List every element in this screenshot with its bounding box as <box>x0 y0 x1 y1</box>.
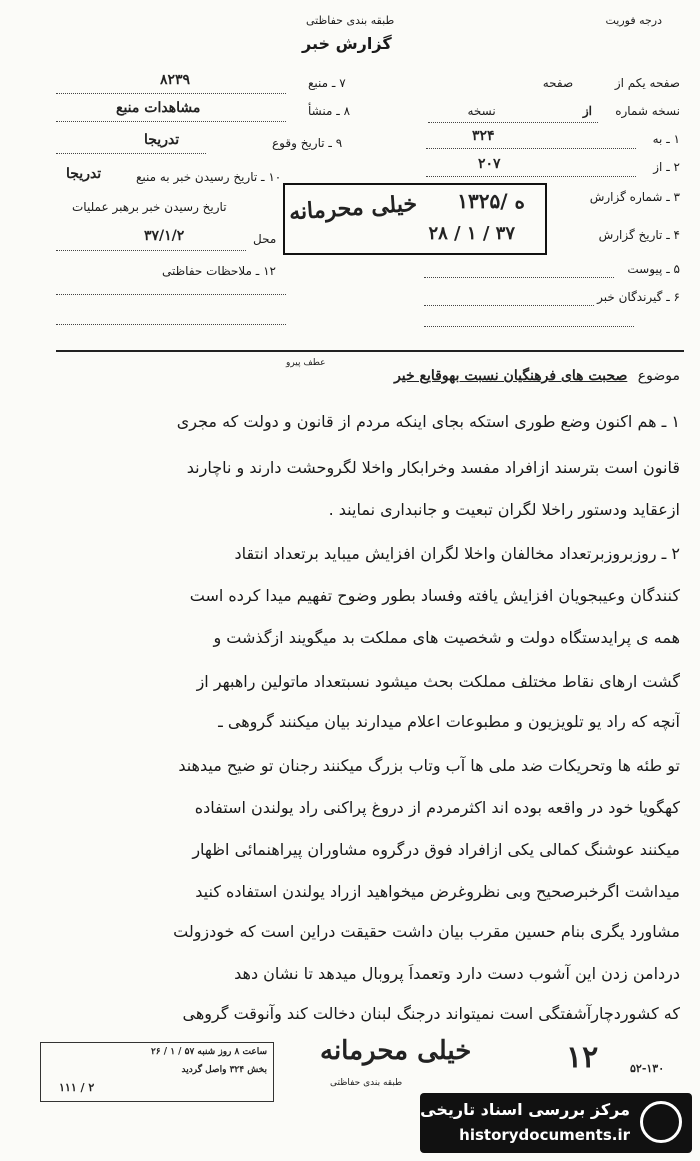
footer-handwritten-classification: خیلی محرمانه <box>320 1036 472 1066</box>
field-recipients: ۶ ـ گیرندگان خبر <box>597 290 680 304</box>
stamp-number: ۱۳۲۵/ ه <box>457 189 525 213</box>
watermark-url: historydocuments.ir <box>459 1126 630 1144</box>
field-origin-value: مشاهدات منبع <box>116 100 201 116</box>
body-line: کنندگان وعیبجویان افزایش یافته وفساد بطور وضوح تفهیم میدا کرده است <box>189 586 680 605</box>
body-line: تو طئه ها وتحریکات ضد ملی ها آب وتاب بزرگ میکنند رجنان تو ضیح میدهند <box>178 756 680 775</box>
field-copy-number: نسخه شماره از نسخه <box>467 104 680 118</box>
footer-classification-label: طبقه بندی حفاظتی <box>330 1078 403 1088</box>
receipt-note-line1: ساعت ۸ روز شنبه ۵۷ / ۱ / ۲۶ <box>150 1047 267 1057</box>
classification-label: طبقه بندی حفاظتی <box>306 14 395 27</box>
field-place-value: ۳۷/۱/۲ <box>144 228 185 244</box>
field-occurrence-date-value: تدریجا <box>144 132 180 148</box>
header-divider <box>56 350 684 352</box>
field-report-date: ۴ ـ تاریخ گزارش <box>598 228 680 242</box>
body-line: که کشوردچارآشفتگی است نمیتواند درجنگ لبنان دخالت کند وآنوقت گروهی <box>182 1004 680 1023</box>
field-ops-receipt-date: تاریخ رسیدن خبر برهبر عملیات <box>72 200 227 214</box>
receipt-note-line2: بخش ۳۲۴ واصل گردید <box>181 1065 267 1075</box>
watermark-name: مرکز بررسی اسناد تاریخی <box>420 1100 630 1119</box>
body-line: آنچه که راد یو تلویزیون و مطبوعات اعلام میدارند بیان میکنند گروهی ـ <box>218 712 680 731</box>
receipt-note-box <box>40 1042 274 1102</box>
body-line: ۲ ـ روزبروزبرتعداد مخالفان واخلا لگران افزایش میباید برتعداد انتقاد <box>234 544 680 563</box>
stamp-date: ۲۸ / ۱ / ۳۷ <box>428 223 515 244</box>
receipt-note-line3: ۱۱۱ / ۲ <box>59 1081 95 1094</box>
footer-code: ۵۲-۱۳۰ <box>630 1062 665 1075</box>
body-line: قانون است بترسند ازافراد مفسد وخرابکار واخلا لگروحشت دارند و ناچارند <box>186 458 680 477</box>
watermark-logo <box>420 1093 692 1153</box>
body-line: همه ی پرایدستگاه دولت و شخصیت های مملکت بد میگویند ازگذشت و <box>213 628 680 647</box>
field-from-value: ۲۰۷ <box>478 156 501 172</box>
field-occurrence-date: ۹ ـ تاریخ وقوع <box>272 136 343 150</box>
field-source: ۷ ـ منبع <box>308 76 346 90</box>
body-line: ازعقاید ودستور راخلا لگران تبعیت و جانبداری نمایند . <box>328 500 680 519</box>
field-to: ۱ ـ به <box>652 132 680 146</box>
subject-line <box>394 368 680 384</box>
urgency-label: درجه فوریت <box>605 14 662 27</box>
field-source-value: ۸۲۳۹ <box>160 72 191 88</box>
field-source-receipt-date: ۱۰ ـ تاریخ رسیدن خبر به منبع <box>136 170 282 184</box>
body-line: کهگویا خود در واقعه بوده اند اکثرمردم از دروغ پراکنی راد یولندن استفاده <box>194 798 680 817</box>
body-line: میداشت اگرخبرصحیح وبی نظروغرض میخواهید ازراد یولندن استفاده کنید <box>195 882 680 901</box>
initial-mark: ۱۲ <box>566 1040 599 1075</box>
archive-logo-icon <box>640 1101 682 1143</box>
field-security-notes: ۱۲ ـ ملاحظات حفاظتی <box>162 264 276 278</box>
field-to-value: ۳۲۴ <box>472 128 495 144</box>
report-title: گزارش خبر <box>302 34 392 53</box>
field-from: ۲ ـ از <box>653 160 680 174</box>
body-line: گشت ارهای نقاط مختلف مملکت بحث میشود نسبتعداد ماتولین راهبهر از <box>196 672 680 691</box>
registration-stamp <box>283 183 547 255</box>
subject-label: موضوع <box>637 368 680 384</box>
body-line: ۱ ـ هم اکنون وضع طوری استکه بجای اینکه مردم از قانون و دولت که مجری <box>176 412 680 431</box>
field-report-number: ۳ ـ شماره گزارش <box>589 190 680 204</box>
field-origin: ۸ ـ منشأ <box>308 104 351 118</box>
body-line: میکنند عوشنگ کمالی یکی ازافراد فوق درگروه مشاوران پیراهنمائی اظهار <box>192 840 680 859</box>
field-page-of: صفحه یکم از صفحه <box>542 76 680 90</box>
body-line: دردامن زدن این آشوب دست دارد وتعمداً پروبال میدهد تا نشان دهد <box>234 964 680 983</box>
body-line: مشاورد یگری بنام حسین مقرب بیان داشت حقیقت دراین است که خودزولت <box>173 922 680 941</box>
field-place: محل <box>253 232 277 246</box>
field-attachment: ۵ ـ پیوست <box>627 262 680 276</box>
subject-text: صحبت های فرهنگیان نسبت بهوقایع خیر <box>394 368 628 384</box>
stamp-handwritten: خیلی محرمانه <box>288 190 418 226</box>
field-source-receipt-date-value: تدریجا <box>66 166 102 182</box>
subject-annotation: عطف پیرو <box>286 358 326 368</box>
